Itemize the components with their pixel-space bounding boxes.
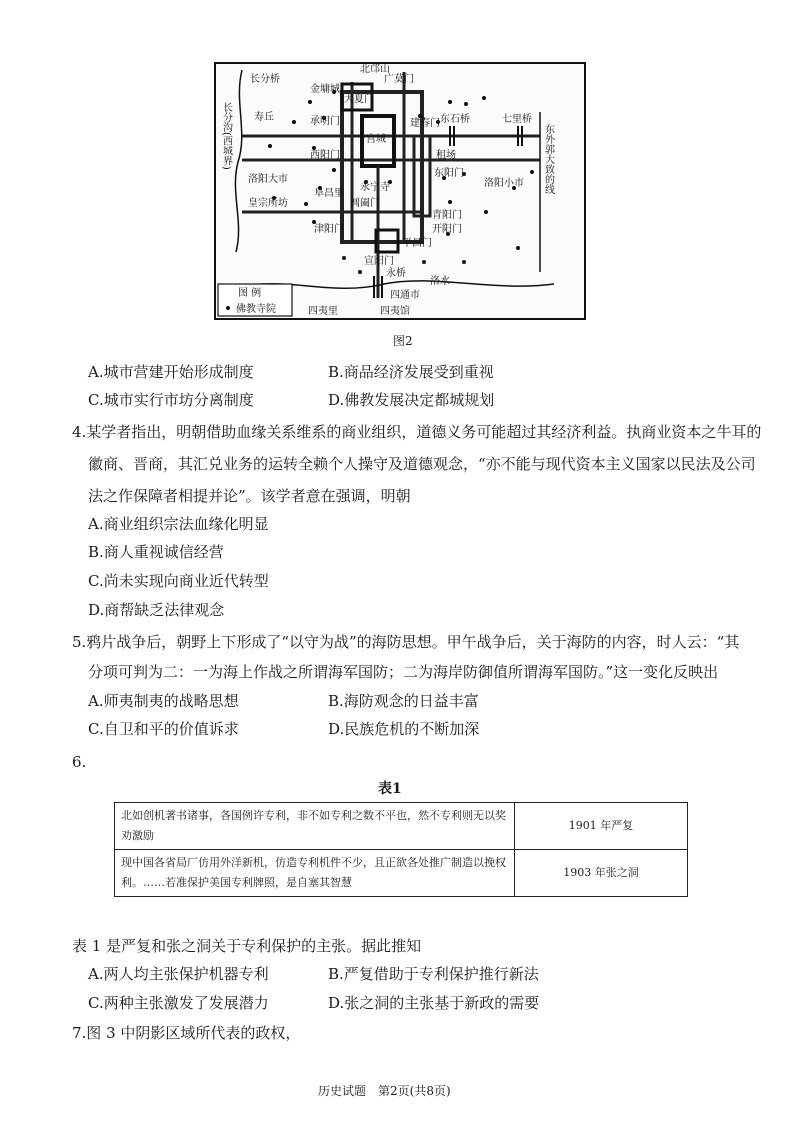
table-row bbox=[115, 803, 688, 850]
table-cell-author: 1903 年张之洞 bbox=[515, 850, 688, 897]
label-jinyangmen: 津阳门 bbox=[314, 224, 344, 235]
q6-option-c: C.两种主张激发了发展潜力 bbox=[88, 994, 269, 1012]
q6-stem: 表 1 是严复和张之洞关于专利保护的主张。据此推知 bbox=[72, 937, 422, 955]
q5-option-b: B.海防观念的日益丰富 bbox=[328, 692, 479, 710]
q3-option-d: D.佛教发展决定都城规划 bbox=[328, 391, 495, 409]
label-huangzongsuofang: 皇宗所坊 bbox=[248, 198, 288, 209]
label-sitongshi: 四通市 bbox=[390, 290, 420, 301]
q6-option-a: A.两人均主张保护机器专利 bbox=[88, 965, 269, 983]
q5-stem-line2: 分项可判为二：一为海上作战之所谓海军国防；二为海岸防御值所谓海军国防。”这一变化反映出 bbox=[88, 663, 719, 681]
q4-stem-line2: 徽商、晋商，其汇兑业务的运转全赖个人操守及道德观念，“亦不能与现代资本主义国家以民法及公司 bbox=[88, 455, 756, 473]
legend-item: 佛教寺院 bbox=[236, 304, 276, 315]
label-shouqiu: 寿丘 bbox=[254, 112, 274, 123]
label-luoyangdashi: 洛阳大市 bbox=[248, 174, 288, 185]
label-jinyongcheng: 金墉城 bbox=[310, 84, 340, 95]
label-xiyangmen: 西阳门 bbox=[310, 150, 340, 161]
table-cell-author: 1901 年严复 bbox=[515, 803, 688, 850]
legend-title: 图 例 bbox=[238, 288, 262, 299]
q3-option-b: B.商品经济发展受到重视 bbox=[328, 363, 494, 381]
label-siyiguan: 四夷馆 bbox=[380, 306, 410, 317]
map-border bbox=[215, 63, 585, 319]
label-kaiyangmen: 开阳门 bbox=[432, 224, 462, 235]
q4-option-b: B.商人重视诚信经营 bbox=[88, 543, 224, 561]
q3-option-c: C.城市实行市坊分离制度 bbox=[88, 391, 254, 409]
q5-option-d: D.民族危机的不断加深 bbox=[328, 720, 480, 738]
label-changhemen: 阊阖门 bbox=[350, 198, 380, 209]
q7-stem: 7.图 3 中阴影区域所代表的政权， bbox=[72, 1024, 301, 1042]
label-yongningsi: 永宁寺 bbox=[360, 182, 390, 193]
legend-dot-icon bbox=[226, 306, 230, 310]
label-luoshui: 洛水 bbox=[430, 276, 450, 287]
table-cell-text: 现中国各省局厂仿用外洋新机，仿造专利机件不少，且正欲各处推广制造以挽权利。……若准保护美国专利牌照，是自塞其智慧 bbox=[115, 850, 515, 897]
q5-stem-line1: 5.鸦片战争后，朝野上下形成了“以守为战”的海防思想。甲午战争后，关于海防的内容，时人云：“其 bbox=[72, 633, 740, 651]
label-changfengou: 长分沟(西城界) bbox=[220, 102, 232, 170]
label-jianchunmen: 建春门 bbox=[410, 118, 440, 129]
label-zuchang: 租场 bbox=[436, 150, 456, 161]
figure-2-map bbox=[214, 62, 586, 320]
label-qingyangmen: 青阳门 bbox=[432, 210, 462, 221]
label-daxiamen: 大夏门 bbox=[344, 94, 374, 105]
label-fuchangli: 阜昌里 bbox=[314, 188, 344, 199]
label-luoyangxiaoshi: 洛阳小市 bbox=[484, 178, 524, 189]
table-cell-text: 北如创机著书诸事，各国例许专利，非不如专利之数不平也，然不专利则无以奖劝激励 bbox=[115, 803, 515, 850]
label-xuanyangmen: 宣阳门 bbox=[364, 256, 394, 267]
page-footer: 历史试题 第2页(共8页) bbox=[318, 1084, 451, 1098]
table-1-title: 表1 bbox=[378, 781, 402, 797]
label-guangmomen: 广莫门 bbox=[384, 74, 414, 85]
q4-stem-line1: 4.某学者指出，明朝借助血缘关系维系的商业组织，道德义务可能超过其经济利益。执商业资本之牛耳的 bbox=[72, 423, 762, 441]
label-gongcheng: 宫城 bbox=[366, 134, 386, 145]
q6-number: 6. bbox=[72, 753, 87, 771]
label-dongwaiguo: 东外郭大致的线 bbox=[542, 124, 554, 194]
q4-stem-line3: 法之作保障者相提并论”。该学者意在强调，明朝 bbox=[88, 487, 411, 505]
label-changfenqiao: 长分桥 bbox=[250, 74, 280, 85]
q3-option-a: A.城市营建开始形成制度 bbox=[88, 363, 254, 381]
label-pingchangmen: 平昌门 bbox=[402, 238, 432, 249]
q4-option-a: A.商业组织宗法血缘化明显 bbox=[88, 515, 269, 533]
q6-option-b: B.严复借助于专利保护推行新法 bbox=[328, 965, 539, 983]
q4-option-d: D.商帮缺乏法律观念 bbox=[88, 601, 225, 619]
q5-option-c: C.自卫和平的价值诉求 bbox=[88, 720, 239, 738]
q6-option-d: D.张之洞的主张基于新政的需要 bbox=[328, 994, 540, 1012]
label-dongyangmen: 东阳门 bbox=[434, 168, 464, 179]
label-siyili: 四夷里 bbox=[308, 306, 338, 317]
label-dongshiqiao: 东石桥 bbox=[440, 114, 470, 125]
figure-2-caption: 图2 bbox=[393, 334, 413, 348]
luoyang-map-svg bbox=[214, 62, 586, 320]
label-yongqiao: 永桥 bbox=[386, 268, 406, 279]
q4-option-c: C.尚未实现向商业近代转型 bbox=[88, 572, 269, 590]
table-row bbox=[115, 850, 688, 897]
table-1 bbox=[114, 802, 688, 897]
label-qiliqiao: 七里桥 bbox=[502, 114, 532, 125]
q5-option-a: A.师夷制夷的战略思想 bbox=[88, 692, 239, 710]
label-beimangshan: 北邙山 bbox=[360, 64, 390, 75]
label-chengmingmen: 承明门 bbox=[310, 116, 340, 127]
